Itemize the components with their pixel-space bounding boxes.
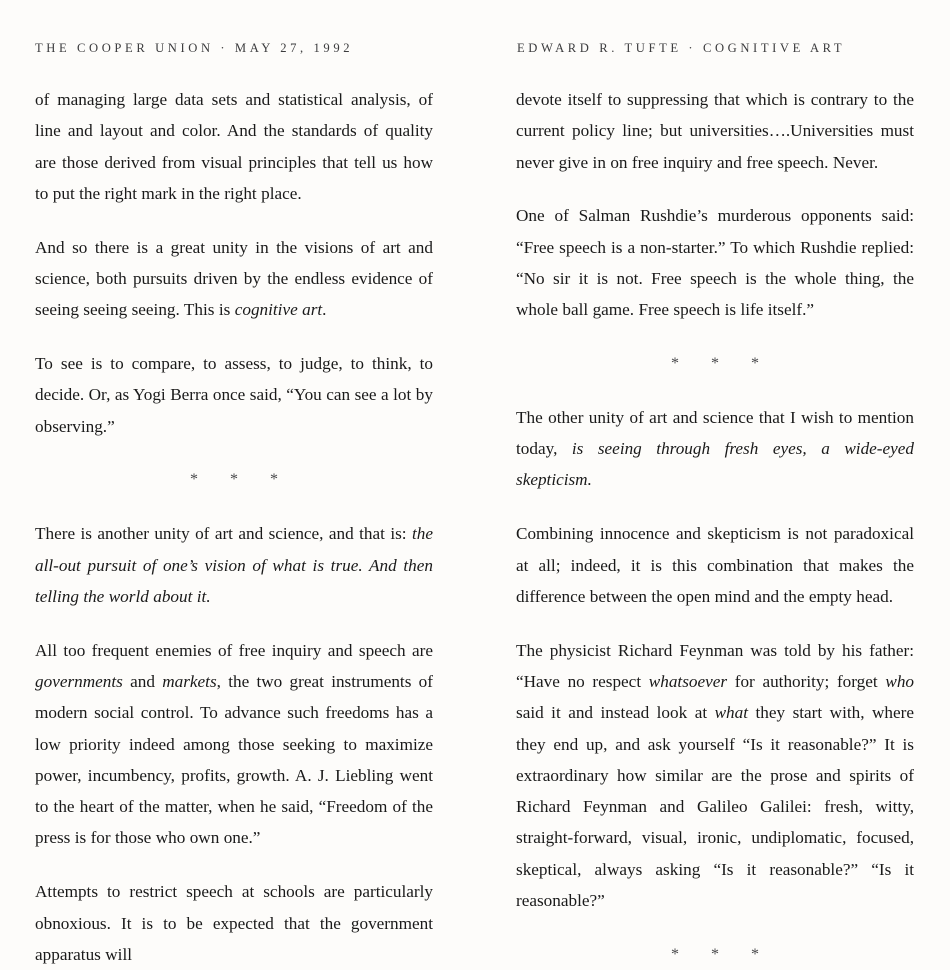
running-head-right: EDWARD R. TUFTE · COGNITIVE ART bbox=[517, 41, 846, 55]
paragraph-text: and bbox=[122, 671, 163, 691]
paragraph-text: they start with, where they end up, and ask yourself “Is it reasonable?” It is extraordinary how similar are the prose and spirits of Richard Feynman and Galileo Galilei: fresh, witty, straight-forward, visual, ironic, undiplomatic, focused, skeptical, always asking “Is it reasonable?” “Is it reasonable?” bbox=[516, 703, 914, 911]
section-separator: * * * bbox=[671, 945, 773, 963]
paragraph-text: Attempts to restrict speech at schools are particularly obnoxious. It is to be expected that the government apparatus will bbox=[35, 882, 433, 964]
paragraph-text: And so there is a great unity in the visions of art and science, both pursuits driven by the endless evidence of seeing seeing seeing. This is bbox=[35, 237, 433, 320]
paragraph bbox=[35, 518, 433, 612]
emphasis-cognitive-art: cognitive art bbox=[234, 300, 323, 320]
section-separator: * * * bbox=[671, 355, 773, 373]
paragraph bbox=[516, 200, 914, 325]
paragraph-text: The other unity of art and science that I wish to mention today, bbox=[516, 407, 914, 459]
paragraph bbox=[516, 518, 914, 612]
paragraph bbox=[516, 635, 914, 917]
paragraph bbox=[516, 402, 914, 496]
paragraph bbox=[35, 635, 433, 854]
paragraph-text: All too frequent enemies of free inquiry and speech are bbox=[35, 640, 433, 660]
paragraph-continuation bbox=[516, 84, 914, 178]
emphasis-who: who bbox=[885, 671, 915, 691]
column-right bbox=[516, 84, 914, 970]
paragraph bbox=[35, 348, 433, 442]
paragraph-text: said it and instead look at bbox=[516, 703, 715, 723]
paragraph-continued bbox=[35, 876, 433, 970]
paragraph-text: devote itself to suppressing that which is contrary to the current policy line; but universities….Universities must never give in on free inquiry and free speech. Never. bbox=[516, 90, 914, 172]
paragraph-text: Combining innocence and skepticism is not paradoxical at all; indeed, it is this combination that makes the difference between the open mind and the empty head. bbox=[516, 524, 914, 606]
paragraph-text: for authority; forget bbox=[727, 671, 886, 691]
emphasis-governments: governments bbox=[35, 671, 123, 691]
emphasis-whatsoever: whatsoever bbox=[648, 671, 728, 691]
paragraph-text: . bbox=[322, 300, 327, 320]
paragraph-text: To see is to compare, to assess, to judge, to think, to decide. Or, as Yogi Berra once said, “You can see a lot by observing.” bbox=[35, 354, 433, 436]
paragraph-text: of managing large data sets and statistical analysis, of line and layout and color. And the standards of quality are those derived from visual principles that tell us how to put the right mark in the right place. bbox=[35, 90, 433, 203]
section-separator: * * * bbox=[190, 471, 292, 489]
emphasis-markets: markets bbox=[162, 671, 217, 691]
emphasis-what: what bbox=[714, 703, 749, 723]
paragraph-text: The physicist Richard Feynman was told by his father: “Have no respect bbox=[516, 640, 914, 691]
emphasis-all-out-pursuit: the all-out pursuit of one’s vision of what is true. And then telling the world about it. bbox=[35, 524, 433, 606]
column-left bbox=[35, 84, 433, 970]
paragraph-text: One of Salman Rushdie’s murderous opponents said: “Free speech is a non-starter.” To which Rushdie replied: “No sir it is not. Free speech is the whole thing, the whole ball game. Free speech is life itself.” bbox=[516, 206, 914, 320]
emphasis-fresh-eyes: is seeing through fresh eyes, a wide-eyed skepticism. bbox=[516, 439, 915, 490]
paragraph bbox=[35, 232, 433, 326]
paragraph-text: There is another unity of art and science, and that is: bbox=[35, 524, 412, 544]
paragraph-text: , the two great instruments of modern social control. To advance such freedoms has a low priority indeed among those seeking to maximize power, incumbency, profits, growth. A. J. Liebling went to the heart of the matter, when he said, “Freedom of the press is for those who own one.” bbox=[35, 671, 433, 848]
running-head-left: THE COOPER UNION · MAY 27, 1992 bbox=[35, 41, 354, 55]
paragraph bbox=[35, 84, 433, 209]
